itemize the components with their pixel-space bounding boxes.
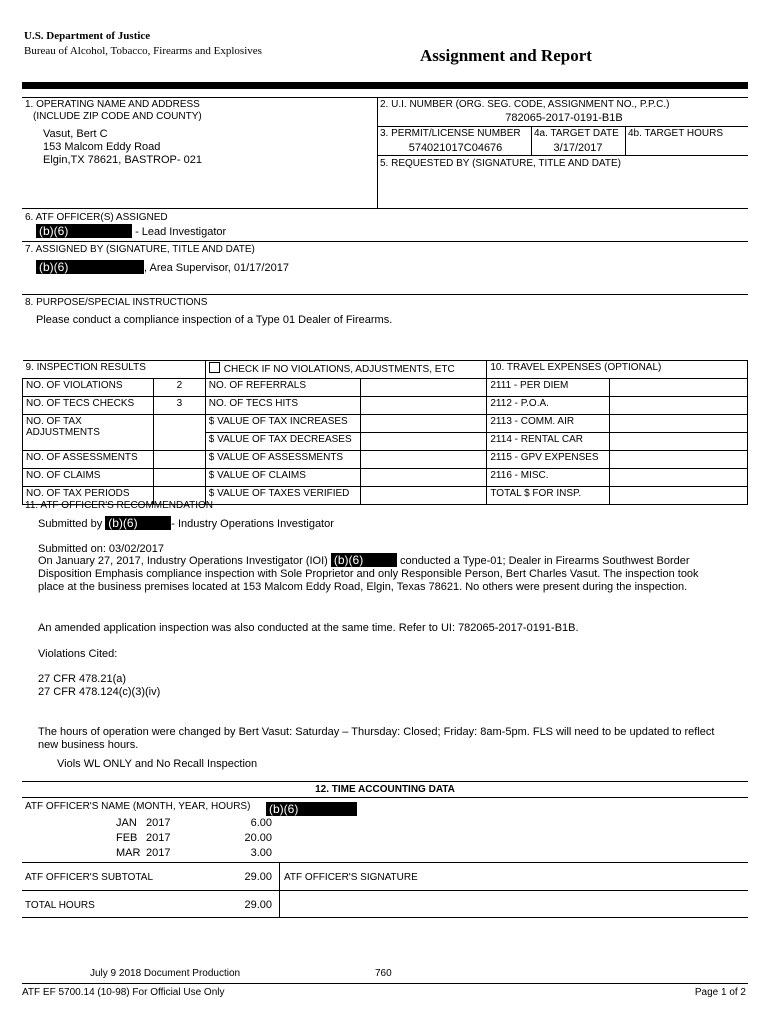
divider [22,862,748,863]
box1-sublabel: (INCLUDE ZIP CODE AND COUNTY) [33,111,202,122]
violations-label: Violations Cited: [38,648,118,660]
time-entry-hours: 6.00 [250,817,272,829]
narrative-para3: The hours of operation were changed by Bert Vasut: Saturday – Thursday: Closed; Friday: 8am-5pm. FLS will need to be updated to reflect new business hours. [38,726,715,751]
travel-value [610,397,748,415]
divider [279,862,280,890]
divider [377,155,748,156]
redaction-block: (b)(6) [36,260,144,274]
row-value [153,415,205,451]
violation-item: 27 CFR 478.124(c)(3)(iv) [38,686,161,698]
officer-name-label: ATF OFFICER'S NAME (MONTH, YEAR, HOURS) [25,801,251,812]
total-hours-label: TOTAL HOURS [25,900,95,911]
travel-value [610,379,748,397]
subtotal-label: ATF OFFICER'S SUBTOTAL [25,872,154,883]
divider [279,890,280,917]
row-label: NO. OF TAX PERIODS [23,487,154,505]
row-value [360,451,487,469]
row-value [360,415,487,433]
form-id: ATF EF 5700.14 (10-98) For Official Use Only [22,987,225,998]
bureau-name: Bureau of Alcohol, Tobacco, Firearms and Explosives [24,45,262,57]
total-hours-value: 29.00 [244,899,272,911]
box7-label: 7. ASSIGNED BY (SIGNATURE, TITLE AND DATE) [25,244,255,255]
no-violations-checkbox-cell: CHECK IF NO VIOLATIONS, ADJUSTMENTS, ETC [205,361,487,379]
divider [22,890,748,891]
assigned-by [36,260,289,275]
box2-label: 2. U.I. NUMBER (ORG. SEG. CODE, ASSIGNMENT NO., P.P.C.) [380,99,670,110]
divider [22,97,748,98]
assigned-by-detail: , Area Supervisor, 01/17/2017 [144,262,289,274]
travel-value [610,433,748,451]
box3-label: 3. PERMIT/LICENSE NUMBER [380,128,521,139]
target-date: 3/17/2017 [553,142,603,154]
officer-role: - Lead Investigator [135,226,227,238]
row-label: $ VALUE OF CLAIMS [205,469,360,487]
license-number: 574021017C04676 [408,142,503,154]
ui-number: 782065-2017-0191-B1B [505,112,623,124]
violation-item: 27 CFR 478.21(a) [38,673,127,685]
row-label: NO. OF TECS HITS [205,397,360,415]
travel-value [610,415,748,433]
divider [377,126,748,127]
travel-label: 2113 - COMM. AIR [487,415,610,433]
operator-street: 153 Malcom Eddy Road [43,141,161,153]
row-value [153,451,205,469]
row-value [360,433,487,451]
bates-number: 760 [375,968,392,979]
divider [22,983,748,984]
divider [377,97,378,208]
box12-title: 12. TIME ACCOUNTING DATA [315,784,455,795]
time-entry-month: JAN [116,817,137,829]
submitted-by: Submitted by (b)(6) - Industry Operations Investigator [38,516,334,530]
narrative-para2: An amended application inspection was also conducted at the same time. Refer to UI: 782065-2017-0191-B1B. [38,622,579,634]
divider [22,208,748,209]
row-value [360,379,487,397]
row-label: NO. OF ASSESSMENTS [23,451,154,469]
box6-label: 6. ATF OFFICER(S) ASSIGNED [25,212,168,223]
submitted-on: Submitted on: 03/02/2017 [38,543,164,555]
row-label: NO. OF VIOLATIONS [23,379,154,397]
box5-label: 5. REQUESTED BY (SIGNATURE, TITLE AND DATE) [380,158,621,169]
travel-value [610,451,748,469]
box10-label: 10. TRAVEL EXPENSES (OPTIONAL) [487,361,748,379]
row-label: $ VALUE OF TAXES VERIFIED [205,487,360,505]
row-label: $ VALUE OF ASSESSMENTS [205,451,360,469]
row-value [360,487,487,505]
production-stamp: July 9 2018 Document Production [90,968,241,979]
travel-label: 2115 - GPV EXPENSES [487,451,610,469]
divider [625,126,626,156]
row-value [153,469,205,487]
operator-name: Vasut, Bert C [43,128,108,140]
time-entry-hours: 20.00 [244,832,272,844]
row-value: 2 [153,379,205,397]
divider [22,917,748,918]
row-value: 3 [153,397,205,415]
redaction-block: (b)(6) [266,802,357,816]
time-entry-month: FEB [116,832,138,844]
box1-label: 1. OPERATING NAME AND ADDRESS [25,99,200,110]
time-entry-month: MAR [116,847,141,859]
redaction-block: (b)(6) [36,224,132,238]
redaction-block: (b)(6) [331,553,397,567]
inspection-results-table [22,360,748,505]
travel-value [610,487,748,505]
agency-name: U.S. Department of Justice [24,30,151,42]
box4b-label: 4b. TARGET HOURS [628,128,724,139]
row-label: NO. OF CLAIMS [23,469,154,487]
row-value [360,469,487,487]
travel-label: 2116 - MISC. [487,469,610,487]
row-label: NO. OF TECS CHECKS [23,397,154,415]
row-label: $ VALUE OF TAX INCREASES [205,415,360,433]
row-label: $ VALUE OF TAX DECREASES [205,433,360,451]
assigned-officer [36,224,226,239]
travel-label: 2112 - P.O.A. [487,397,610,415]
purpose-text: Please conduct a compliance inspection of a Type 01 Dealer of Firearms. [36,314,393,326]
box8-label: 8. PURPOSE/SPECIAL INSTRUCTIONS [25,297,208,308]
signature-label: ATF OFFICER'S SIGNATURE [284,872,418,883]
redaction-block: (b)(6) [105,516,171,530]
row-label: NO. OF REFERRALS [205,379,360,397]
divider [22,797,748,798]
time-entry-year: 2017 [146,832,171,844]
subtotal-value: 29.00 [244,871,272,883]
divider [22,241,748,242]
inspection-note: Viols WL ONLY and No Recall Inspection [57,758,258,770]
divider [22,294,748,295]
box11-label: 11. ATF OFFICER'S RECOMMENDATION [25,500,214,511]
narrative-para1: On January 27, 2017, Industry Operations Investigator (IOI) (b)(6) conducted a Type-01; Dealer in Firearms Southwest Border Disposition Emphasis compliance inspection with Sole Proprietor and only Responsible Person, Bert Charles Vasut. The inspection took place at the business premises located at 153 Malcom Eddy Road, Elgin, Texas 78621. No others were present during the inspection. [38,553,699,593]
travel-label: 2114 - RENTAL CAR [487,433,610,451]
operator-city: Elgin,TX 78621, BASTROP- 021 [43,154,202,166]
page-indicator: Page 1 of 2 [694,987,746,998]
row-value [360,397,487,415]
travel-value [610,469,748,487]
divider [22,781,748,782]
box4a-label: 4a. TARGET DATE [534,128,619,139]
no-violations-checkbox[interactable] [209,362,220,373]
form-title: Assignment and Report [420,46,592,65]
officer-name [266,800,357,818]
travel-label: 2111 - PER DIEM [487,379,610,397]
box9-label: 9. INSPECTION RESULTS [23,361,206,379]
time-entry-year: 2017 [146,817,171,829]
time-entry-hours: 3.00 [250,847,272,859]
row-label: NO. OF TAX ADJUSTMENTS [23,415,154,451]
time-entry-year: 2017 [146,847,171,859]
travel-label: TOTAL $ FOR INSP. [487,487,610,505]
header-rule [22,82,748,89]
